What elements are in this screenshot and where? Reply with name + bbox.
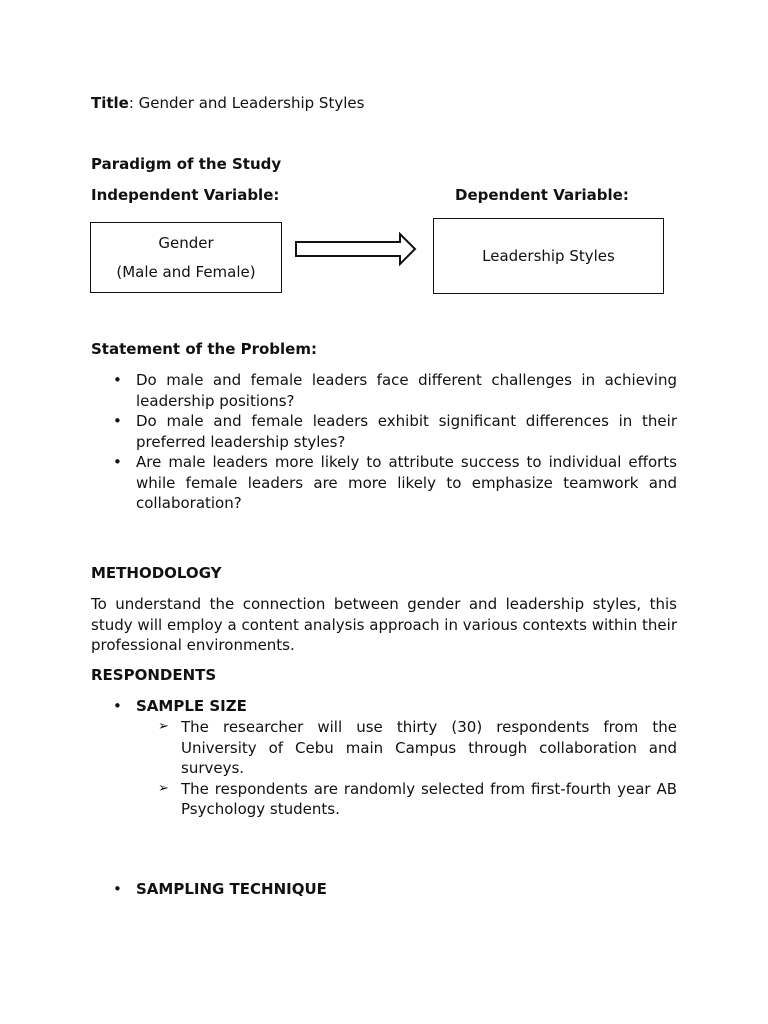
paradigm-heading: Paradigm of the Study bbox=[91, 155, 282, 173]
bullet-icon: • bbox=[113, 412, 122, 430]
list-item: • Are male leaders more likely to attribute success to individual efforts while female leaders are more likely to emphasize teamwork and collaboration? bbox=[113, 453, 677, 512]
sampling-technique-list bbox=[113, 879, 677, 900]
document-title bbox=[91, 93, 364, 114]
independent-variable-box bbox=[90, 222, 282, 293]
independent-variable-label: Independent Variable: bbox=[91, 186, 280, 204]
dependent-variable-box bbox=[433, 218, 664, 294]
sample-size-list bbox=[113, 696, 677, 717]
sample-size-label: SAMPLE SIZE bbox=[136, 697, 247, 715]
right-arrow-icon bbox=[294, 232, 418, 266]
title-text: : Gender and Leadership Styles bbox=[128, 94, 365, 112]
dependent-variable-label: Dependent Variable: bbox=[455, 186, 629, 204]
title-label: Title bbox=[91, 94, 129, 112]
methodology-text: To understand the connection between gender and leadership styles, this study will employ a content analysis approach in various contexts within their professional environments. bbox=[91, 595, 677, 654]
problem-list bbox=[113, 370, 677, 514]
arrow-bullet-icon: ➢ bbox=[158, 780, 169, 796]
bullet-icon: • bbox=[113, 697, 122, 715]
list-item: ➢ The respondents are randomly selected from first-fourth year AB Psychology students. bbox=[158, 779, 677, 818]
bullet-icon: • bbox=[113, 371, 122, 389]
bullet-icon: • bbox=[113, 880, 122, 898]
list-item bbox=[113, 696, 677, 717]
bullet-icon: • bbox=[113, 453, 122, 471]
dependent-box-text: Leadership Styles bbox=[482, 246, 615, 265]
sampling-technique-label: SAMPLING TECHNIQUE bbox=[136, 880, 327, 898]
arrow-bullet-icon: ➢ bbox=[158, 719, 169, 734]
list-item bbox=[113, 879, 677, 900]
independent-box-line-1: Gender bbox=[158, 233, 214, 252]
methodology-heading: METHODOLOGY bbox=[91, 564, 222, 582]
independent-box-line-2: (Male and Female) bbox=[116, 262, 256, 281]
list-item: ➢ The researcher will use thirty (30) respondents from the University of Cebu main Campus through collaboration and surveys. bbox=[158, 718, 677, 777]
sample-size-sublist bbox=[158, 717, 677, 820]
problem-heading: Statement of the Problem: bbox=[91, 340, 317, 358]
list-item: • Do male and female leaders exhibit significant differences in their preferred leadership styles? bbox=[113, 412, 677, 451]
respondents-heading: RESPONDENTS bbox=[91, 666, 217, 684]
list-item: • Do male and female leaders face different challenges in achieving leadership positions? bbox=[113, 371, 677, 410]
